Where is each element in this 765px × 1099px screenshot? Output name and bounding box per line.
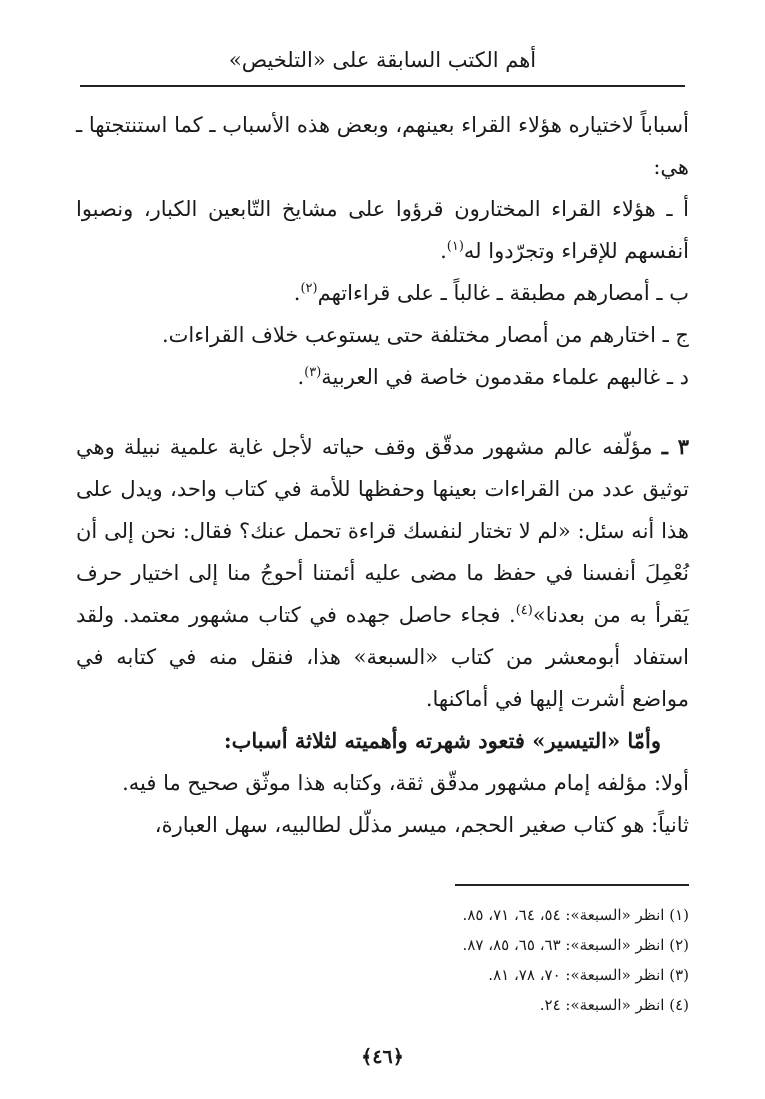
footnote-rule bbox=[455, 884, 689, 886]
paragraph-reasons-intro: أسباباً لاختياره هؤلاء القراء بعينهم، وبعض هذه الأسباب ـ كما استنتجتها ـ هي: bbox=[76, 113, 689, 179]
list-item-b bbox=[76, 272, 689, 314]
footnote-3: (٣) انظر «السبعة»: ٧٠، ٧٨، ٨١. bbox=[488, 966, 689, 984]
reason-second: ثانياً: هو كتاب صغير الحجم، ميسر مذلّل لطالبيه، سهل العبارة، bbox=[154, 813, 689, 837]
point-3-text: مؤلّفه عالم مشهور مدقّق وقف حياته لأجل غاية علمية نبيلة وهي توثيق عدد من القراءات بعينها وحفظها للأمة في كتاب واحد، ويدل على هذا أنه سئل: «لم لا تختار لنفسك قراءة تحمل عنك؟ فقال: نحن إلى أن نُعْمِلَ أنفسنا في حفظ ما مضى عليه أئمتنا أحوجُ منا إلى اختيار حرف يَقرأ به من بعدنا» bbox=[76, 435, 690, 627]
footnote-ref-4: (٤) bbox=[515, 603, 533, 618]
paragraph-point-3 bbox=[76, 426, 689, 720]
list-item-d bbox=[76, 356, 689, 398]
page-number: ﴿٤٦﴾ bbox=[361, 1046, 404, 1068]
running-header: أهم الكتب السابقة على «التلخيص» bbox=[228, 48, 537, 72]
footnotes bbox=[76, 900, 689, 1020]
list-item-d-end: . bbox=[297, 365, 305, 389]
list-item-d-text: د ـ غالبهم علماء مقدمون خاصة في العربية bbox=[321, 365, 689, 389]
reason-first: أولا: مؤلفه إمام مشهور مدقّق ثقة، وكتابه هذا موثّق صحيح ما فيه. bbox=[122, 771, 689, 795]
point-3-rest: . فجاء حاصل جهده في كتاب مشهور معتمد. ولقد استفاد أبومعشر من كتاب «السبعة» هذا، فنقل منه في كتابه في مواضع أشرت إليها في أماكنها. bbox=[76, 603, 689, 711]
list-item-c-text: ج ـ اختارهم من أمصار مختلفة حتى يستوعب خلاف القراءات. bbox=[161, 323, 689, 347]
list-item-a-text: أ ـ هؤلاء القراء المختارون قرؤوا على مشايخ التّابعين الكبار، ونصبوا أنفسهم للإقراء وتجرّدوا له bbox=[76, 197, 689, 263]
footnote-ref-2: (٢) bbox=[300, 281, 318, 296]
main-text bbox=[76, 104, 689, 846]
footnote-1: (١) انظر «السبعة»: ٥٤، ٦٤، ٧١، ٨٥. bbox=[462, 906, 689, 924]
point-number: ٣ ـ bbox=[661, 434, 689, 459]
list-item-b-end: . bbox=[293, 281, 301, 305]
list-item-c bbox=[76, 314, 689, 356]
section-gap bbox=[76, 398, 689, 426]
footnote-ref-3: (٣) bbox=[304, 365, 322, 380]
header-rule bbox=[80, 85, 685, 87]
footnote-ref-1: (١) bbox=[446, 239, 464, 254]
paragraph-tayseer-intro: وأمّا «التيسير» فتعود شهرته وأهميته لثلاثة أسباب: bbox=[223, 728, 661, 753]
list-item-a bbox=[76, 188, 689, 272]
list-item-b-text: ب ـ أمصارهم مطبقة ـ غالباً ـ على قراءاتهم bbox=[317, 281, 689, 305]
footnote-2: (٢) انظر «السبعة»: ٦٣، ٦٥، ٨٥، ٨٧. bbox=[462, 936, 689, 954]
list-item-a-end: . bbox=[440, 239, 447, 263]
footnote-4: (٤) انظر «السبعة»: ٢٤. bbox=[539, 996, 689, 1014]
